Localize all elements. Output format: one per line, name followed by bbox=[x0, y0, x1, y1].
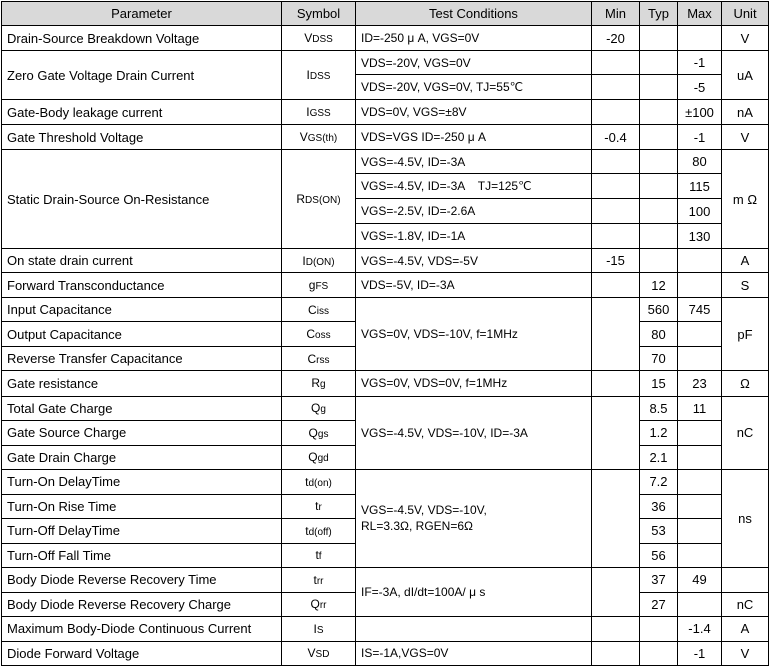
parameter-cell: Zero Gate Voltage Drain Current bbox=[2, 51, 282, 100]
symbol-main: Q bbox=[310, 597, 320, 612]
symbol-sub: rr bbox=[319, 600, 327, 612]
min-cell bbox=[592, 616, 640, 641]
symbol-sub: g bbox=[320, 379, 326, 391]
symbol-main: g bbox=[308, 278, 316, 293]
symbol-main: V bbox=[304, 31, 313, 46]
max-cell bbox=[678, 518, 722, 543]
min-cell bbox=[592, 199, 640, 224]
typ-cell bbox=[640, 174, 678, 199]
unit-cell: nC bbox=[722, 592, 769, 616]
symbol-sub: rss bbox=[316, 354, 330, 366]
max-cell bbox=[678, 249, 722, 273]
symbol-main: C bbox=[306, 327, 316, 342]
conditions-cell: VGS=-2.5V, ID=-2.6A bbox=[356, 199, 592, 224]
typ-cell bbox=[640, 616, 678, 641]
min-cell bbox=[592, 273, 640, 298]
max-cell: 80 bbox=[678, 150, 722, 174]
typ-cell bbox=[640, 249, 678, 273]
typ-cell bbox=[640, 641, 678, 665]
conditions-cell: IF=-3A, dI/dt=100A/ μ s bbox=[356, 567, 592, 616]
symbol-cell bbox=[282, 494, 356, 518]
parameter-cell: Gate Threshold Voltage bbox=[2, 125, 282, 150]
symbol-cell bbox=[282, 641, 356, 665]
header-min: Min bbox=[592, 2, 640, 26]
symbol-main: C bbox=[308, 302, 317, 317]
typ-cell: 560 bbox=[640, 298, 678, 322]
symbol-cell bbox=[282, 469, 356, 494]
symbol-cell bbox=[282, 298, 356, 322]
symbol-sub: DSS bbox=[309, 71, 331, 83]
conditions-cell: VGS=0V, VDS=0V, f=1MHz bbox=[356, 371, 592, 396]
table-row bbox=[2, 125, 769, 150]
unit-cell: nC bbox=[722, 396, 769, 469]
min-cell bbox=[592, 51, 640, 75]
symbol-main: t bbox=[305, 523, 309, 538]
unit-cell: V bbox=[722, 125, 769, 150]
max-cell bbox=[678, 494, 722, 518]
table-row bbox=[2, 100, 769, 125]
conditions-cell: VDS=0V, VGS=±8V bbox=[356, 100, 592, 125]
typ-cell bbox=[640, 150, 678, 174]
min-cell bbox=[592, 75, 640, 100]
typ-cell: 15 bbox=[640, 371, 678, 396]
min-cell bbox=[592, 396, 640, 469]
symbol-cell bbox=[282, 371, 356, 396]
table-row bbox=[2, 641, 769, 665]
symbol-main: Q bbox=[311, 401, 321, 416]
table-row bbox=[2, 150, 769, 174]
symbol-main: I bbox=[302, 253, 306, 268]
max-cell: 745 bbox=[678, 298, 722, 322]
symbol-sub: rr bbox=[316, 575, 324, 587]
typ-cell: 12 bbox=[640, 273, 678, 298]
typ-cell: 1.2 bbox=[640, 420, 678, 445]
symbol-main: t bbox=[305, 474, 309, 489]
max-cell: ±100 bbox=[678, 100, 722, 125]
typ-cell: 2.1 bbox=[640, 445, 678, 469]
symbol-cell bbox=[282, 445, 356, 469]
symbol-main: t bbox=[315, 548, 319, 563]
parameter-cell: Gate resistance bbox=[2, 371, 282, 396]
max-cell: -1.4 bbox=[678, 616, 722, 641]
symbol-sub: GSS bbox=[309, 108, 331, 120]
header-row bbox=[2, 2, 769, 26]
min-cell: -15 bbox=[592, 249, 640, 273]
table-row bbox=[2, 371, 769, 396]
parameter-cell: Body Diode Reverse Recovery Time bbox=[2, 567, 282, 592]
typ-cell: 8.5 bbox=[640, 396, 678, 420]
parameter-cell: Total Gate Charge bbox=[2, 396, 282, 420]
symbol-main: I bbox=[306, 105, 310, 120]
unit-cell: Ω bbox=[722, 371, 769, 396]
symbol-cell bbox=[282, 322, 356, 347]
symbol-sub: GS(th) bbox=[307, 133, 338, 145]
conditions-line: RL=3.3Ω, RGEN=6Ω bbox=[361, 519, 473, 534]
typ-cell: 80 bbox=[640, 322, 678, 347]
conditions-cell: VGS=-4.5V, ID=-3A TJ=125℃ bbox=[356, 174, 592, 199]
parameter-cell: Turn-On Rise Time bbox=[2, 494, 282, 518]
typ-cell: 56 bbox=[640, 543, 678, 567]
unit-cell: ns bbox=[722, 469, 769, 567]
symbol-sub: DSS bbox=[312, 34, 333, 46]
conditions-cell: VGS=-4.5V, VDS=-5V bbox=[356, 249, 592, 273]
header-unit: Unit bbox=[722, 2, 769, 26]
parameter-cell: Turn-Off DelayTime bbox=[2, 518, 282, 543]
conditions-cell: VDS=-20V, VGS=0V bbox=[356, 51, 592, 75]
header-typ: Typ bbox=[640, 2, 678, 26]
table-row bbox=[2, 273, 769, 298]
min-cell: -20 bbox=[592, 26, 640, 51]
conditions-cell bbox=[356, 616, 592, 641]
parameter-cell: Diode Forward Voltage bbox=[2, 641, 282, 665]
max-cell: -1 bbox=[678, 51, 722, 75]
symbol-cell bbox=[282, 420, 356, 445]
electrical-characteristics-table bbox=[1, 1, 769, 666]
typ-cell: 27 bbox=[640, 592, 678, 616]
symbol-cell bbox=[282, 26, 356, 51]
max-cell: 11 bbox=[678, 396, 722, 420]
symbol-cell bbox=[282, 616, 356, 641]
unit-cell: V bbox=[722, 641, 769, 665]
max-cell: 23 bbox=[678, 371, 722, 396]
symbol-sub: iss bbox=[316, 305, 329, 317]
symbol-sub: d(on) bbox=[308, 477, 332, 489]
typ-cell bbox=[640, 100, 678, 125]
typ-cell bbox=[640, 224, 678, 249]
symbol-main: t bbox=[315, 499, 319, 514]
min-cell: -0.4 bbox=[592, 125, 640, 150]
parameter-cell: Gate Source Charge bbox=[2, 420, 282, 445]
symbol-cell bbox=[282, 347, 356, 371]
max-cell bbox=[678, 469, 722, 494]
symbol-sub: gd bbox=[317, 453, 329, 465]
header-parameter: Parameter bbox=[2, 2, 282, 26]
unit-cell: m Ω bbox=[722, 150, 769, 249]
max-cell bbox=[678, 543, 722, 567]
max-cell: 100 bbox=[678, 199, 722, 224]
symbol-sub: f bbox=[318, 551, 322, 563]
unit-cell: V bbox=[722, 26, 769, 51]
header-symbol: Symbol bbox=[282, 2, 356, 26]
unit-cell bbox=[722, 567, 769, 592]
parameter-cell: Turn-Off Fall Time bbox=[2, 543, 282, 567]
unit-cell: A bbox=[722, 249, 769, 273]
unit-cell: S bbox=[722, 273, 769, 298]
min-cell bbox=[592, 298, 640, 371]
conditions-cell: ID=-250 μ A, VGS=0V bbox=[356, 26, 592, 51]
symbol-cell bbox=[282, 51, 356, 100]
min-cell bbox=[592, 100, 640, 125]
typ-cell bbox=[640, 26, 678, 51]
conditions-line: VGS=-4.5V, VDS=-10V, bbox=[361, 503, 487, 518]
symbol-cell bbox=[282, 518, 356, 543]
symbol-sub: gs bbox=[317, 428, 329, 440]
parameter-cell: Forward Transconductance bbox=[2, 273, 282, 298]
symbol-main: I bbox=[306, 68, 310, 83]
typ-cell bbox=[640, 75, 678, 100]
table-row bbox=[2, 616, 769, 641]
table-row bbox=[2, 298, 769, 322]
typ-cell bbox=[640, 199, 678, 224]
header-conditions: Test Conditions bbox=[356, 2, 592, 26]
unit-cell: A bbox=[722, 616, 769, 641]
parameter-cell: Gate-Body leakage current bbox=[2, 100, 282, 125]
unit-cell: pF bbox=[722, 298, 769, 371]
symbol-main: V bbox=[299, 130, 308, 145]
symbol-sub: oss bbox=[315, 330, 331, 342]
max-cell: 49 bbox=[678, 567, 722, 592]
max-cell bbox=[678, 347, 722, 371]
conditions-cell bbox=[356, 469, 592, 567]
parameter-cell: Reverse Transfer Capacitance bbox=[2, 347, 282, 371]
symbol-cell bbox=[282, 273, 356, 298]
min-cell bbox=[592, 224, 640, 249]
parameter-cell: Static Drain-Source On-Resistance bbox=[2, 150, 282, 249]
typ-cell: 37 bbox=[640, 567, 678, 592]
symbol-sub: DS(ON) bbox=[305, 195, 341, 207]
min-cell bbox=[592, 174, 640, 199]
max-cell bbox=[678, 445, 722, 469]
symbol-main: Q bbox=[308, 425, 318, 440]
symbol-sub: g bbox=[320, 404, 326, 416]
min-cell bbox=[592, 150, 640, 174]
parameter-cell: On state drain current bbox=[2, 249, 282, 273]
header-max: Max bbox=[678, 2, 722, 26]
max-cell bbox=[678, 420, 722, 445]
symbol-cell bbox=[282, 592, 356, 616]
conditions-cell: VDS=-20V, VGS=0V, TJ=55℃ bbox=[356, 75, 592, 100]
symbol-cell bbox=[282, 125, 356, 150]
max-cell: -1 bbox=[678, 641, 722, 665]
symbol-main: I bbox=[313, 621, 317, 636]
min-cell bbox=[592, 469, 640, 567]
symbol-cell bbox=[282, 396, 356, 420]
symbol-sub: D(ON) bbox=[305, 256, 335, 268]
typ-cell bbox=[640, 51, 678, 75]
parameter-cell: Maximum Body-Diode Continuous Current bbox=[2, 616, 282, 641]
symbol-main: t bbox=[313, 572, 317, 587]
table-row bbox=[2, 51, 769, 75]
table-row bbox=[2, 469, 769, 494]
max-cell bbox=[678, 322, 722, 347]
max-cell: 130 bbox=[678, 224, 722, 249]
parameter-cell: Body Diode Reverse Recovery Charge bbox=[2, 592, 282, 616]
symbol-main: C bbox=[307, 351, 317, 366]
symbol-sub: r bbox=[318, 502, 322, 514]
symbol-cell bbox=[282, 249, 356, 273]
max-cell: -1 bbox=[678, 125, 722, 150]
conditions-cell: VGS=-4.5V, ID=-3A bbox=[356, 150, 592, 174]
conditions-cell: IS=-1A,VGS=0V bbox=[356, 641, 592, 665]
symbol-main: R bbox=[311, 376, 321, 391]
typ-cell bbox=[640, 125, 678, 150]
min-cell bbox=[592, 371, 640, 396]
table-row bbox=[2, 249, 769, 273]
symbol-main: V bbox=[307, 646, 316, 661]
symbol-cell bbox=[282, 100, 356, 125]
symbol-sub: SD bbox=[315, 649, 330, 661]
parameter-cell: Turn-On DelayTime bbox=[2, 469, 282, 494]
unit-cell: nA bbox=[722, 100, 769, 125]
symbol-cell bbox=[282, 150, 356, 249]
symbol-cell bbox=[282, 567, 356, 592]
min-cell bbox=[592, 641, 640, 665]
max-cell bbox=[678, 592, 722, 616]
typ-cell: 70 bbox=[640, 347, 678, 371]
symbol-sub: S bbox=[316, 624, 324, 636]
symbol-main: R bbox=[296, 192, 306, 207]
parameter-cell: Gate Drain Charge bbox=[2, 445, 282, 469]
table-row bbox=[2, 26, 769, 51]
conditions-cell: VGS=0V, VDS=-10V, f=1MHz bbox=[356, 298, 592, 371]
symbol-sub: d(off) bbox=[308, 526, 332, 538]
typ-cell: 36 bbox=[640, 494, 678, 518]
unit-cell: uA bbox=[722, 51, 769, 100]
parameter-cell: Drain-Source Breakdown Voltage bbox=[2, 26, 282, 51]
max-cell bbox=[678, 26, 722, 51]
max-cell: -5 bbox=[678, 75, 722, 100]
symbol-cell bbox=[282, 543, 356, 567]
conditions-cell: VGS=-4.5V, VDS=-10V, ID=-3A bbox=[356, 396, 592, 469]
parameter-cell: Input Capacitance bbox=[2, 298, 282, 322]
conditions-cell: VGS=-1.8V, ID=-1A bbox=[356, 224, 592, 249]
max-cell bbox=[678, 273, 722, 298]
table-row bbox=[2, 396, 769, 420]
symbol-main: Q bbox=[308, 450, 318, 465]
symbol-sub: FS bbox=[315, 281, 329, 293]
typ-cell: 53 bbox=[640, 518, 678, 543]
parameter-cell: Output Capacitance bbox=[2, 322, 282, 347]
typ-cell: 7.2 bbox=[640, 469, 678, 494]
conditions-cell: VDS=-5V, ID=-3A bbox=[356, 273, 592, 298]
table-row bbox=[2, 567, 769, 592]
min-cell bbox=[592, 567, 640, 616]
max-cell: 115 bbox=[678, 174, 722, 199]
conditions-cell: VDS=VGS ID=-250 μ A bbox=[356, 125, 592, 150]
